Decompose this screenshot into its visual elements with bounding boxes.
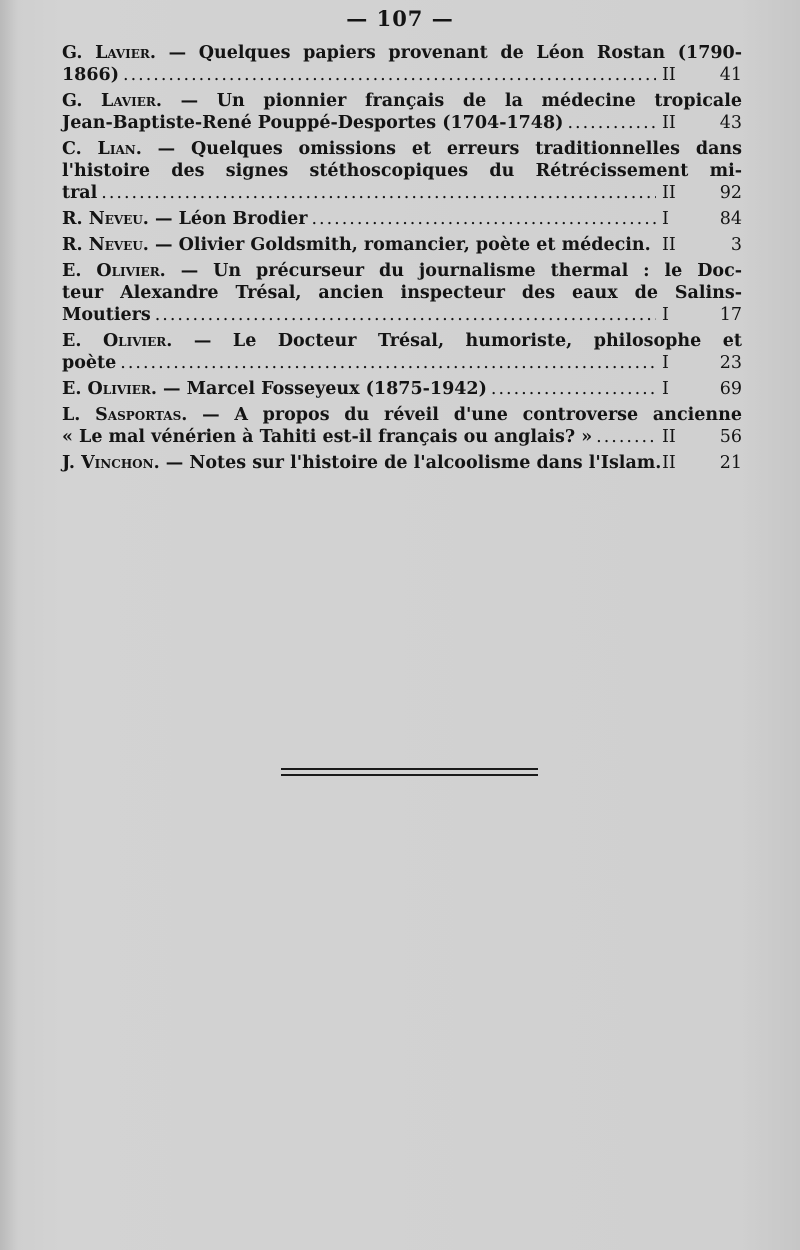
entry-text: tral	[62, 183, 98, 203]
entry-text: R. Neveu. — Léon Brodier	[62, 209, 308, 229]
author-name: R. Neveu.	[62, 209, 149, 229]
entry-text: l'histoire des signes stéthoscopiques du Rétrécissement mi-	[62, 161, 742, 181]
dot-leader	[120, 352, 656, 374]
entry-line	[62, 260, 742, 282]
volume-number: II	[662, 113, 676, 133]
dot-leader	[491, 378, 656, 400]
volume-number: I	[662, 305, 669, 325]
entry-line	[62, 64, 742, 86]
page-reference: 43	[719, 113, 742, 133]
page-reference: 23	[719, 353, 742, 373]
index-entry	[62, 234, 742, 256]
entry-line	[62, 404, 742, 426]
entry-line	[62, 378, 742, 400]
dot-leader	[311, 208, 656, 230]
entry-text: C. Lian. — Quelques omissions et erreurs traditionnelles dans	[62, 139, 742, 159]
entry-text: Moutiers	[62, 305, 151, 325]
page-reference: 41	[719, 65, 742, 85]
dot-leader	[567, 112, 656, 134]
entry-text: G. Lavier. — Quelques papiers provenant de Léon Rostan (1790-	[62, 43, 742, 63]
author-name: C. Lian.	[62, 139, 142, 159]
entry-line	[62, 208, 742, 230]
entry-line	[62, 352, 742, 374]
page-reference: 21	[719, 453, 742, 473]
entry-text: J. Vinchon. — Notes sur l'histoire de l'alcoolisme dans l'Islam.	[62, 453, 662, 473]
author-name: G. Lavier.	[62, 91, 162, 111]
volume-number: I	[662, 353, 669, 373]
author-name: R. Neveu.	[62, 235, 149, 255]
dot-leader	[123, 64, 656, 86]
entry-text: poète	[62, 353, 117, 373]
page-reference: 84	[719, 209, 742, 229]
entry-text: E. Olivier. — Le Docteur Trésal, humoriste, philosophe et	[62, 331, 742, 351]
entry-line	[62, 182, 742, 204]
page-reference: 69	[719, 379, 742, 399]
entry-text: E. Olivier. — Marcel Fosseyeux (1875-1942)	[62, 379, 487, 399]
index-entry-list	[62, 42, 742, 478]
volume-number: II	[662, 453, 676, 473]
entry-text: « Le mal vénérien à Tahiti est-il français ou anglais? »	[62, 427, 593, 447]
entry-line	[62, 304, 742, 326]
entry-line	[62, 138, 742, 160]
index-entry	[62, 330, 742, 374]
page-reference: 56	[719, 427, 742, 447]
volume-number: II	[662, 427, 676, 447]
entry-text: Jean-Baptiste-René Pouppé-Desportes (1704-1748)	[62, 113, 564, 133]
index-entry	[62, 260, 742, 326]
entry-line	[62, 426, 742, 448]
entry-text: teur Alexandre Trésal, ancien inspecteur des eaux de Salins-	[62, 283, 742, 303]
index-entry	[62, 42, 742, 86]
index-entry	[62, 90, 742, 134]
page-number: — 107 —	[346, 6, 454, 31]
index-entry	[62, 378, 742, 400]
entry-line	[62, 234, 742, 256]
index-entry	[62, 208, 742, 230]
author-name: L. Sasportas.	[62, 405, 188, 425]
entry-line	[62, 90, 742, 112]
author-name: E. Olivier.	[62, 379, 157, 399]
page-reference: 92	[719, 183, 742, 203]
double-rule-divider	[281, 768, 538, 776]
volume-number: II	[662, 183, 676, 203]
dot-leader	[596, 426, 656, 448]
dot-leader	[155, 304, 656, 326]
entry-line	[62, 452, 742, 474]
entry-text: G. Lavier. — Un pionnier français de la médecine tropicale	[62, 91, 742, 111]
entry-text: 1866)	[62, 65, 119, 85]
entry-line	[62, 330, 742, 352]
volume-number: II	[662, 65, 676, 85]
volume-number: I	[662, 209, 669, 229]
index-entry	[62, 138, 742, 204]
volume-number: II	[662, 235, 676, 255]
entry-line	[62, 160, 742, 182]
author-name: E. Olivier.	[62, 261, 166, 281]
page-reference: 17	[719, 305, 742, 325]
entry-text: R. Neveu. — Olivier Goldsmith, romancier, poète et médecin.	[62, 235, 651, 255]
entry-line	[62, 42, 742, 64]
page-reference: 3	[730, 235, 742, 255]
author-name: J. Vinchon.	[62, 453, 160, 473]
volume-number: I	[662, 379, 669, 399]
author-name: E. Olivier.	[62, 331, 173, 351]
author-name: G. Lavier.	[62, 43, 156, 63]
entry-line	[62, 282, 742, 304]
index-entry	[62, 404, 742, 448]
dot-leader	[101, 182, 656, 204]
entry-text: L. Sasportas. — A propos du réveil d'une controverse ancienne	[62, 405, 742, 425]
index-entry	[62, 452, 742, 474]
entry-line	[62, 112, 742, 134]
entry-text: E. Olivier. — Un précurseur du journalisme thermal : le Doc-	[62, 261, 742, 281]
